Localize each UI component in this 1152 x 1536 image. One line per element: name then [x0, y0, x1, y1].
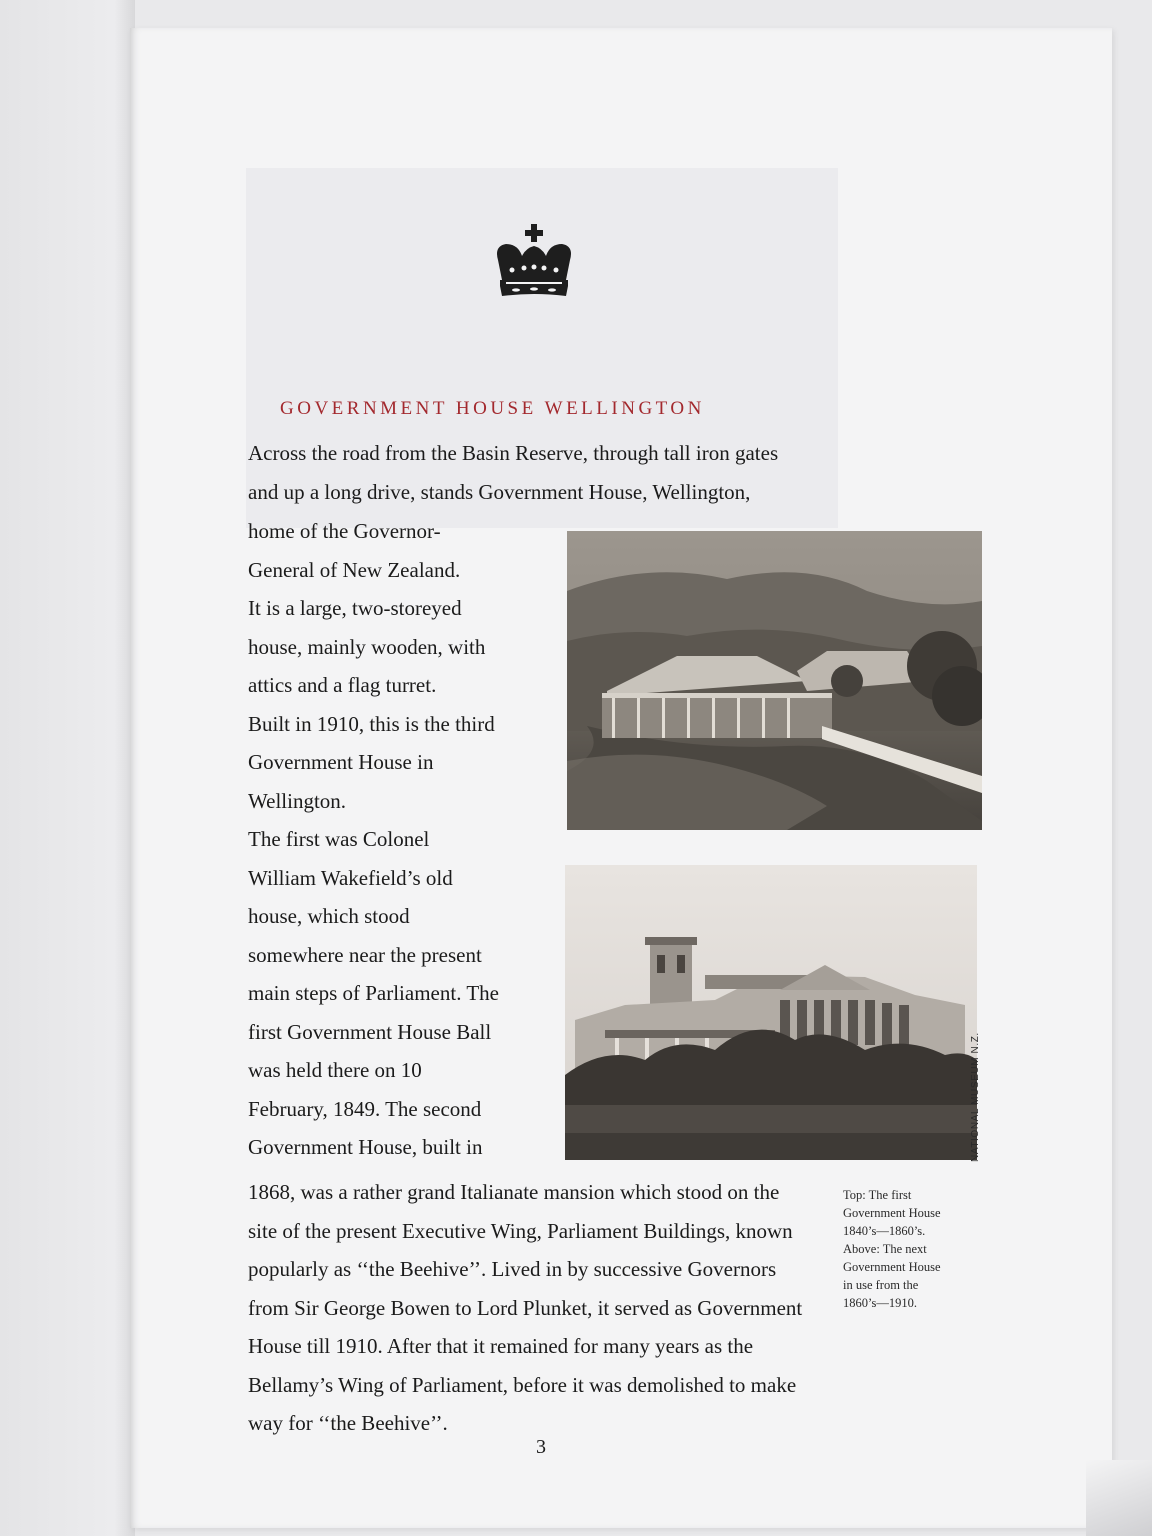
caption-line: 1840’s—1860’s.: [843, 1224, 926, 1238]
crown-icon: [492, 222, 576, 300]
page-corner: [1086, 1460, 1152, 1536]
text-line: site of the present Executive Wing, Parliament Buildings, known: [248, 1218, 793, 1243]
column-paragraph: [248, 512, 548, 1167]
text-line: The first was Colonel: [248, 827, 430, 851]
photo-credit: NATIONAL MUSEUM N.Z.: [970, 1032, 981, 1162]
photo-first-government-house: [567, 531, 982, 830]
text-line: attics and a flag turret.: [248, 673, 437, 697]
text-line: first Government House Ball: [248, 1019, 492, 1044]
text-line: It is a large, two-storeyed: [248, 596, 462, 620]
text-line: 1868, was a rather grand Italianate mansion which stood on the: [248, 1180, 780, 1204]
text-line: from Sir George Bowen to Lord Plunket, it served as Government: [248, 1295, 803, 1320]
caption-line: Government House: [843, 1206, 941, 1220]
caption-line: in use from the: [843, 1278, 919, 1292]
text-line: House till 1910. After that it remained for many years as the: [248, 1334, 754, 1358]
text-line: Government House, built in: [248, 1135, 483, 1159]
text-line: William Wakefield’s old: [248, 865, 453, 890]
caption-line: 1860’s—1910.: [843, 1296, 917, 1310]
text-line: Wellington.: [248, 788, 347, 813]
text-line: house, mainly wooden, with: [248, 634, 486, 659]
page-title: GOVERNMENT HOUSE WELLINGTON: [280, 398, 705, 419]
text-line: home of the Governor-: [248, 519, 441, 543]
text-line: house, which stood: [248, 904, 410, 928]
text-line: Bellamy’s Wing of Parliament, before it was demolished to make: [248, 1372, 797, 1397]
text-line: was held there on 10: [248, 1058, 422, 1082]
text-line: Built in 1910, this is the third: [248, 711, 495, 736]
caption-line: Above: The next: [843, 1242, 927, 1256]
caption-line: Top: The first: [843, 1188, 912, 1202]
text-line: General of New Zealand.: [248, 557, 461, 582]
text-line: Government House in: [248, 750, 434, 774]
facing-page: [0, 0, 135, 1536]
text-line: main steps of Parliament. The: [248, 981, 499, 1005]
photo-second-government-house: [565, 865, 977, 1160]
intro-paragraph: [248, 434, 848, 511]
text-line: February, 1849. The second: [248, 1096, 482, 1121]
text-line: way for ‘‘the Beehive’’.: [248, 1411, 448, 1435]
page-number: 3: [536, 1436, 546, 1458]
text-line: Across the road from the Basin Reserve, through tall iron gates: [248, 441, 779, 465]
text-line: and up a long drive, stands Government House, Wellington,: [248, 479, 751, 504]
closing-paragraph: [248, 1173, 848, 1443]
photo-caption: [843, 1186, 978, 1312]
text-line: popularly as ‘‘the Beehive’’. Lived in by successive Governors: [248, 1257, 777, 1281]
caption-line: Government House: [843, 1260, 941, 1274]
text-line: somewhere near the present: [248, 942, 482, 967]
